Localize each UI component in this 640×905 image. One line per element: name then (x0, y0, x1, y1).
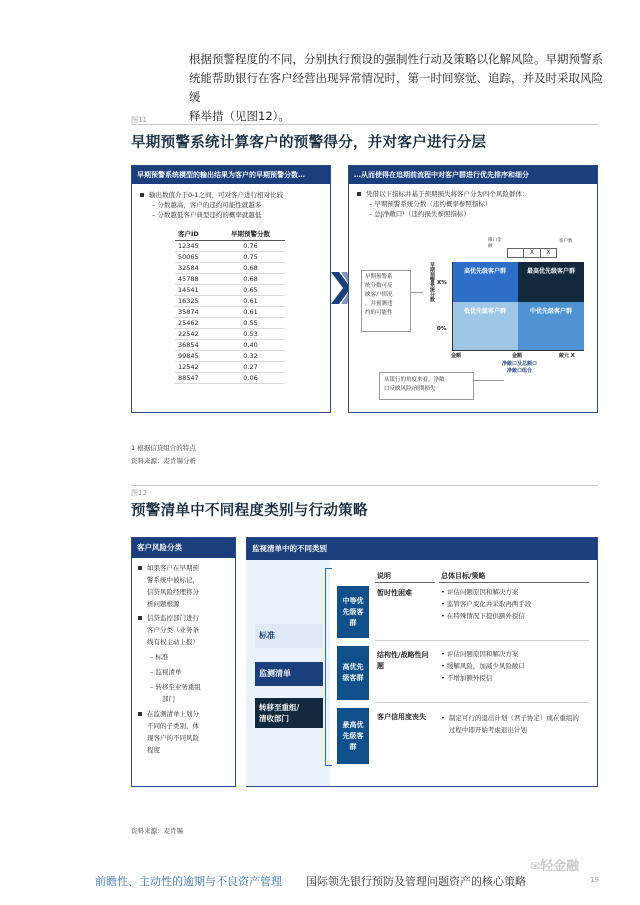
x-axis-mid: 金额 (512, 353, 523, 359)
callout-line: 从银行的角度来看，净敞 (384, 377, 445, 383)
item-line: 不同的子类别，体 (147, 722, 199, 730)
legend-x: X (524, 249, 540, 257)
footnote: 1 根据信贷组合的特点 (131, 444, 196, 452)
source-note: 资料来源：麦肯锡分析 (131, 457, 196, 465)
table-row (175, 362, 285, 373)
group-highest: 最高优先级客群 (337, 708, 369, 764)
row-divider (375, 702, 589, 703)
column-header: 早期预警分数 (216, 228, 285, 241)
customer-id-cell: 32584 (175, 263, 216, 274)
divider (131, 124, 598, 125)
callout-line: 统分数可反 (365, 283, 393, 289)
watchlist-panel (246, 537, 598, 787)
goal-item: 制定可行的退出计划（君子协定）或在重组的过程中即开始考虑退出计划 (448, 714, 579, 734)
y-axis-mid: 0% (437, 326, 447, 332)
callout-line: 口反映风险/预期损失 (384, 386, 436, 392)
score-cell: 0.68 (216, 263, 285, 274)
panel-header: …从而使得在追期前流程中对客户群进行优先排序和细分 (349, 166, 597, 184)
row-goals: • 评估问题原因和解决方案 • 缓解风险，加减少风险敞口 • 不增加额外授信 (441, 650, 525, 682)
customer-id-cell: 25462 (175, 318, 216, 329)
figure-title: 预警清单中不同程度类别与行动策略 (131, 503, 368, 519)
score-cell: 0.40 (216, 340, 285, 351)
callout-line: 映客户情况 (365, 292, 393, 298)
row-goals: • 评估问题原因和解决方案 • 监管客户变化并采取再两手段 • 在特殊情况下提供额外授信 (441, 588, 532, 620)
figure-title: 早期预警系统计算客户的预警得分，并对客户进行分层 (131, 135, 487, 151)
footer-left: 前瞻性、主动性的逾期与不良资产管理 (95, 875, 282, 888)
intro-line: 释举措（见图12）。 (189, 109, 290, 123)
bullet-icon (357, 192, 361, 196)
goal-item: 评估问题原因和解决方案 (446, 588, 519, 596)
row-explain: 结构性/战略性问题 (377, 651, 429, 670)
label-watchlist: 监测清单 (255, 662, 323, 686)
table-row (175, 340, 285, 351)
score-cell: 0.27 (216, 362, 285, 373)
figure-label: 图11 (131, 116, 147, 124)
score-cell: 0.61 (216, 307, 285, 318)
page-number: 19 (590, 876, 599, 884)
bullet-text: 输出数值介于0-1之间，可对客户进行相对比较 (149, 191, 284, 199)
callout-connector (474, 380, 504, 381)
table-row (175, 351, 285, 362)
x-axis-label (497, 361, 542, 375)
bullet-text: 凭借以下指标并基于预期损失将客户分为四个风险群体： (366, 190, 529, 198)
sub-bullet: 转移至业务重组 (155, 683, 201, 691)
goal-item: 不增加额外授信 (446, 674, 493, 682)
score-cell: 0.55 (216, 318, 285, 329)
legend-box (507, 248, 557, 258)
customer-id-cell: 22542 (175, 329, 216, 340)
sub-bullet: 分数越低客户典型违约的概率就越低 (157, 211, 262, 219)
score-cell: 0.76 (216, 241, 285, 252)
table-row (175, 318, 285, 329)
legend-count: 客户数 (559, 239, 573, 244)
segmentation-panel: …从而使得在追期前流程中对客户群进行优先排序和细分 凭借以下指标并基于预期损失将客户分为四个风险群体： – 早期预警系统分数（违约概率参照指标） – 总J净敞口¹（违约损失参照指标） 敞口金额 客户数 X X 早期预警系 统分数可反 映客户情况 ，并预测违 约的可能性 早期预警系统分数 X% 0% 高优先级客户群 最高优先级客户群 低优先级客户群 中优先级客户群 金额 金额 敞元 X 净敞口及总额口 净敞口组合 从银行的角度来看，净敞 口反映风险/预期损失 (348, 165, 598, 413)
score-cell: 0.65 (216, 285, 285, 296)
x-axis-line (452, 350, 584, 351)
item-line: 线有权主动上报） (147, 638, 199, 646)
y-axis-top: X% (437, 280, 447, 286)
column-header: 客户ID (175, 228, 216, 241)
label-standard: 标准 (255, 624, 323, 648)
label-transfer (255, 698, 323, 728)
customer-id-cell: 35874 (175, 307, 216, 318)
group-high: 高优先级客群 (337, 646, 369, 700)
table-row (175, 263, 285, 274)
callout-line: 约的可能性 (365, 310, 393, 316)
item-line: 客户分类（业务条 (147, 626, 199, 634)
table-row (175, 274, 285, 285)
quadrant-medium: 中优先级客户群 (518, 302, 584, 350)
customer-id-cell: 50065 (175, 252, 216, 263)
bullet-icon (138, 712, 142, 716)
x-axis-label-line: 净敞口及总额口 (501, 361, 537, 367)
table-row (175, 241, 285, 252)
sub-bullet: 分数越高，客户的违约可能性就越多 (157, 201, 262, 209)
item-line: 在监测清单上划分 (147, 710, 199, 718)
table-row (175, 373, 285, 384)
bullet-icon (138, 566, 142, 570)
sub-bullet: 标准 (155, 653, 169, 661)
x-axis-right: 敞元 X (559, 353, 575, 359)
source-note: 资料来源：麦肯锡 (131, 827, 183, 835)
sub-bullet: 早期预警系统分数（违约概率参照指标） (374, 200, 492, 208)
item-line: 信贷监控部门进行 (147, 614, 199, 622)
bullet-icon (140, 193, 144, 197)
item-line: 信贷风险经理将分 (147, 588, 199, 596)
callout-score (361, 270, 411, 332)
intro-line: 根据预警程度的不同，分别执行预设的强制性行动及策略以化解风险。早期预警系 (189, 52, 603, 66)
customer-id-cell: 36854 (175, 340, 216, 351)
bullet-icon (138, 616, 142, 620)
score-cell: 0.68 (216, 274, 285, 285)
panel-header: 监视清单中的不同类别 (247, 538, 597, 560)
row-divider (375, 640, 589, 641)
y-axis-label: 早期预警系统分数 (429, 262, 435, 302)
customer-id-cell: 14541 (175, 285, 216, 296)
score-cell: 0.32 (216, 351, 285, 362)
customer-id-cell: 12542 (175, 362, 216, 373)
score-cell: 0.06 (216, 373, 285, 384)
callout-line: ，并预测违 (365, 301, 393, 307)
label-line: 清收部门 (259, 714, 289, 723)
score-cell: 0.61 (216, 296, 285, 307)
table-row (175, 296, 285, 307)
column-header-goal: 总体目标/策略 (441, 572, 486, 580)
customer-id-cell: 16325 (175, 296, 216, 307)
callout-exposure (379, 372, 474, 400)
header-rule (375, 582, 435, 583)
item-line: 现客户的不同风险 (147, 734, 199, 742)
goal-item: 在特殊情况下提供额外授信 (446, 612, 525, 620)
panel-header: 早期预警系统模型的输出结果为客户的早期预警分数… (132, 166, 330, 184)
item-line: 如果客户在早期预 (147, 564, 199, 572)
goal-item: 评估问题原因和解决方案 (446, 650, 519, 658)
x-axis-left: 金额 (451, 353, 462, 359)
figure-label: 图12 (131, 489, 147, 497)
score-cell: 0.53 (216, 329, 285, 340)
legend-exposure: 敞口金额 (488, 238, 502, 249)
column-header-explain: 说明 (377, 572, 391, 580)
y-axis-line (452, 262, 453, 350)
table-row (175, 285, 285, 296)
intro-line: 统能帮助银行在客户经营出现异常情况时，第一时间察觉、追踪，并及时采取风险缓 (189, 71, 603, 104)
callout-line: 早期预警系 (365, 274, 393, 280)
item-line: 警系统中被标记， (147, 576, 199, 584)
divider (131, 485, 598, 486)
row-explain: 暂时性困难 (377, 589, 412, 597)
callout-connector (411, 292, 423, 293)
customer-id-cell: 45788 (175, 274, 216, 285)
score-panel: 早期预警系统模型的输出结果为客户的早期预警分数… 输出数值介于0-1之间，可对客户进行相对比较 – 分数越高，客户的违约可能性就越多 – 分数越低客户典型违约的概率就越低 客户ID 早期预警分数 12345 0.76 50065 0.75 32584 0.68 45788 0.68 14541 0.65 16325 0.61 35874 0.61 25462 0.55 22542 0.53 36854 0.40 99845 0.32 12542 0.27 88547 0.06 (131, 165, 331, 413)
table-row (175, 252, 285, 263)
item-line: 程度 (147, 746, 160, 754)
footer-right: 国际领先银行预防及管理问题资产的核心策略 (306, 875, 526, 888)
sub-bullet: 监视清单 (155, 668, 182, 676)
quadrant-low: 低优先级客户群 (452, 302, 518, 350)
watermark (530, 855, 579, 874)
legend-x: X (546, 249, 551, 256)
sub-bullet: 总J净敞口¹（违约损失参照指标） (374, 210, 470, 218)
table-row (175, 329, 285, 340)
goal-item: 监管客户变化并采取再两手段 (446, 600, 532, 608)
intro-paragraph (189, 50, 607, 126)
bracket (325, 568, 332, 766)
label-line: 转移至重组/ (259, 703, 300, 712)
goal-item: 缓解风险，加减少风险敞口 (446, 662, 525, 670)
chat-bubble-icon: ✉ (530, 859, 541, 873)
sub-bullet-cont: 部门 (162, 695, 175, 703)
score-table (175, 228, 285, 384)
customer-id-cell: 88547 (175, 373, 216, 384)
customer-id-cell: 12345 (175, 241, 216, 252)
score-cell: 0.75 (216, 252, 285, 263)
row-explain: 客户信用度丧失 (377, 713, 426, 721)
header-rule (439, 582, 589, 583)
watermark-text: 轻金融 (540, 859, 580, 874)
quadrant-high: 高优先级客户群 (452, 262, 518, 302)
group-medium: 中等优先级客群 (337, 586, 369, 638)
risk-classification-panel: 客户风险分类 如果客户在早期预 警系统中被标记， 信贷风险经理将分 析问题根源 信贷监控部门进行 客户分类（业务条 线有权主动上报） – 标准 – 监视清单 – 转移至业务重组 部门 在监测清单上划分 不同的子类别，体 现客户的不同风险 程度 (131, 537, 236, 787)
table-row (175, 307, 285, 318)
x-axis-label-line: 净敞口组合 (506, 368, 532, 374)
quadrant-highest: 最高优先级客户群 (518, 262, 584, 302)
row-goals: • 制定可行的退出计划（君子协定）或在重组的过程中即开始考虑退出计划 (441, 712, 581, 736)
customer-id-cell: 99845 (175, 351, 216, 362)
panel-header: 客户风险分类 (132, 538, 235, 558)
item-line: 析问题根源 (147, 600, 180, 608)
